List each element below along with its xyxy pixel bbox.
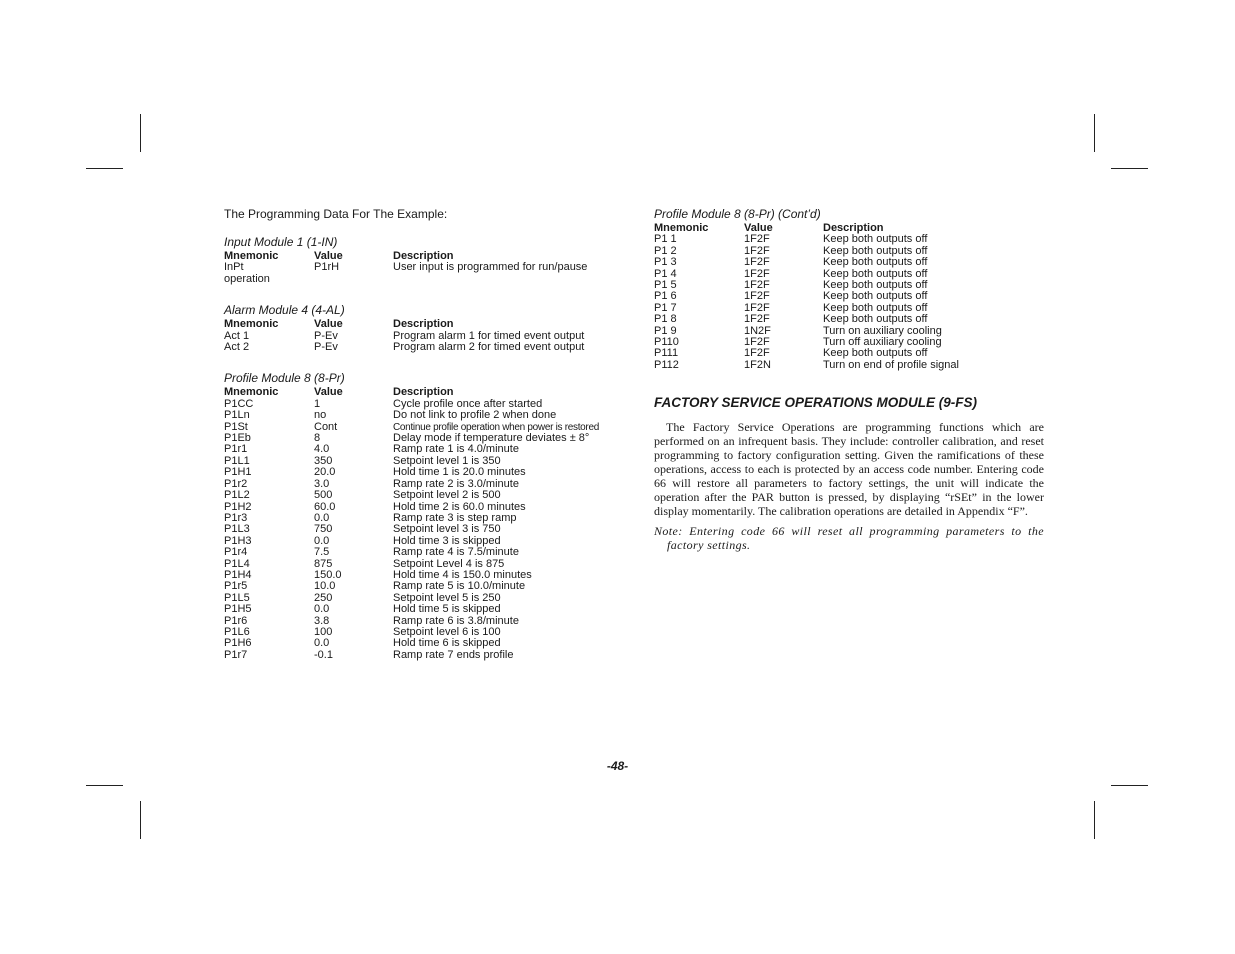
- mnemonic-cell: P1 7: [654, 301, 677, 314]
- description-cell: Setpoint level 3 is 750: [393, 523, 501, 536]
- mnemonic-cell: P1 2: [654, 244, 677, 257]
- value-cell: 0.0: [314, 637, 330, 650]
- value-cell: 500: [314, 489, 333, 502]
- value-cell: 20.0: [314, 466, 336, 479]
- description-cell: Continue profile operation when power is restored: [393, 421, 599, 433]
- mnemonic-cell: P1H1: [224, 466, 252, 479]
- mnemonic-cell: P1L6: [224, 625, 250, 638]
- table-row: [224, 604, 624, 615]
- header-mnemonic: Mnemonic: [654, 222, 709, 234]
- mnemonic-cell: P1 3: [654, 256, 677, 269]
- input-module-table: [224, 251, 624, 285]
- crop-mark: [86, 168, 123, 169]
- crop-mark: [1111, 168, 1148, 169]
- mnemonic-cell: P1Eb: [224, 432, 251, 445]
- mnemonic-cell: P1L3: [224, 523, 250, 536]
- mnemonic-cell: P112: [654, 358, 679, 371]
- description-cell: Setpoint level 1 is 350: [393, 454, 501, 467]
- value-cell: 875: [314, 557, 333, 570]
- value-cell: 100: [314, 625, 333, 638]
- value-cell: 0.0: [314, 534, 330, 547]
- value-cell: 3.0: [314, 477, 330, 490]
- profile-module-title: Profile Module 8 (8-Pr): [224, 371, 345, 386]
- description-cell: Hold time 3 is skipped: [393, 534, 501, 547]
- description-cell: Do not link to profile 2 when done: [393, 409, 557, 422]
- mnemonic-cell: P1L1: [224, 454, 250, 467]
- profile-module-table: [224, 387, 624, 661]
- right-column: [654, 207, 1044, 552]
- table-row: [654, 314, 1044, 325]
- description-cell: Program alarm 2 for timed event output: [393, 341, 585, 354]
- value-cell: 1F2F: [744, 290, 770, 303]
- mnemonic-cell: P110: [654, 336, 679, 349]
- mnemonic-cell: P1CC: [224, 397, 254, 410]
- input-rows: [224, 262, 624, 273]
- table-row: [224, 547, 624, 558]
- mnemonic-cell: P1r3: [224, 511, 248, 524]
- value-cell: 0.0: [314, 511, 330, 524]
- description-cell: Delay mode if temperature deviates ± 8°: [393, 432, 590, 445]
- page-number: -48-: [606, 759, 629, 773]
- mnemonic-cell: P111: [654, 347, 679, 360]
- mnemonic-cell: Act 1: [224, 329, 250, 342]
- description-cell: Turn off auxiliary cooling: [823, 336, 942, 349]
- table-row: [224, 342, 624, 353]
- mnemonic-cell: InPt: [224, 261, 244, 274]
- mnemonic-cell: P1r4: [224, 546, 248, 559]
- mnemonic-cell: P1H3: [224, 534, 252, 547]
- value-cell: 150.0: [314, 568, 342, 581]
- crop-mark: [140, 114, 141, 152]
- description-cell: Keep both outputs off: [823, 301, 928, 314]
- header-mnemonic: Mnemonic: [224, 318, 279, 331]
- mnemonic-cell: P1H6: [224, 637, 252, 650]
- description-cell: User input is programmed for run/pause: [393, 261, 588, 274]
- crop-mark: [1111, 785, 1148, 786]
- table-row: [224, 650, 624, 661]
- profile-cont-rows: [654, 234, 1044, 371]
- value-cell: 1F2F: [744, 256, 770, 269]
- header-description: Description: [823, 222, 884, 234]
- description-cell: Ramp rate 2 is 3.0/minute: [393, 477, 519, 490]
- mnemonic-cell: P1H2: [224, 500, 252, 513]
- value-cell: -0.1: [314, 648, 333, 661]
- value-cell: 1F2F: [744, 244, 770, 257]
- description-cell: Hold time 4 is 150.0 minutes: [393, 568, 532, 581]
- description-cell: Ramp rate 5 is 10.0/minute: [393, 580, 526, 593]
- description-cell: Turn on auxiliary cooling: [823, 324, 942, 337]
- factory-note: Note: Entering code 66 will reset all programming parameters to the factory settings.: [654, 524, 1044, 553]
- description-cell: Keep both outputs off: [823, 233, 928, 246]
- value-cell: 250: [314, 591, 333, 604]
- header-value: Value: [314, 318, 343, 331]
- description-cell: Setpoint level 5 is 250: [393, 591, 501, 604]
- value-cell: 1F2F: [744, 233, 770, 246]
- value-cell: 1F2F: [744, 347, 770, 360]
- left-column: [224, 207, 624, 679]
- description-cell: Keep both outputs off: [823, 244, 928, 257]
- table-row: [224, 410, 624, 421]
- value-cell: no: [314, 409, 327, 422]
- table-row: [224, 467, 624, 478]
- intro-text: The Programming Data For The Example:: [224, 207, 448, 221]
- mnemonic-cell: P1L5: [224, 591, 250, 604]
- alarm-module-table: [224, 319, 624, 353]
- value-cell: 10.0: [314, 580, 336, 593]
- value-cell: 60.0: [314, 500, 336, 513]
- crop-mark: [86, 785, 123, 786]
- header-value: Value: [744, 222, 773, 234]
- mnemonic-cell: P1r1: [224, 443, 248, 456]
- mnemonic-cell: P1Ln: [224, 409, 250, 422]
- header-description: Description: [393, 386, 454, 399]
- description-cell: Hold time 2 is 60.0 minutes: [393, 500, 526, 513]
- value-cell: 7.5: [314, 546, 330, 559]
- description-cell: Ramp rate 6 is 3.8/minute: [393, 614, 519, 627]
- description-cell: Cycle profile once after started: [393, 397, 543, 410]
- header-mnemonic: Mnemonic: [224, 386, 279, 399]
- input-module-title: Input Module 1 (1-IN): [224, 235, 338, 249]
- value-cell: 1F2F: [744, 313, 770, 326]
- description-cell: Hold time 5 is skipped: [393, 603, 501, 616]
- value-cell: 1F2F: [744, 279, 770, 292]
- value-cell: Cont: [314, 420, 338, 433]
- description-cell: Keep both outputs off: [823, 256, 928, 269]
- mnemonic-cell: P1H5: [224, 603, 252, 616]
- crop-mark: [1094, 114, 1095, 152]
- value-cell: 1F2F: [744, 267, 770, 280]
- value-cell: 4.0: [314, 443, 330, 456]
- description-cell: Hold time 6 is skipped: [393, 637, 501, 650]
- table-row: [224, 490, 624, 501]
- description-cell: Ramp rate 7 ends profile: [393, 648, 514, 661]
- mnemonic-cell: P1 9: [654, 324, 677, 337]
- mnemonic-cell: P1 8: [654, 313, 677, 326]
- mnemonic-cell: P1 5: [654, 279, 677, 292]
- description-cell: Turn on end of profile signal: [823, 358, 959, 371]
- mnemonic-cell: P1 6: [654, 290, 677, 303]
- mnemonic-cell: P1r2: [224, 477, 248, 490]
- crop-mark: [1094, 801, 1095, 839]
- factory-paragraph: The Factory Service Operations are programming functions which are performed on an infrequent basis. They include: controller calibration, and reset programming to factory configuration setting. Given the ramifications of these operations, access to each is protected by an access code number. Entering code 66 will restore all parameters to factory settings, the unit will indicate the operation after the PAR button is pressed, by displaying “rSEt” in the lower display momentarily. The calibration operations are detailed in Appendix “F”.: [654, 420, 1044, 519]
- description-cell: Setpoint Level 4 is 875: [393, 557, 505, 570]
- value-cell: 8: [314, 432, 321, 445]
- value-cell: 1N2F: [744, 324, 771, 337]
- header-description: Description: [393, 318, 454, 331]
- description-cell: Keep both outputs off: [823, 290, 928, 303]
- value-cell: 750: [314, 523, 333, 536]
- value-cell: 1: [314, 397, 321, 410]
- description-cell: Keep both outputs off: [823, 279, 928, 292]
- description-cell: Setpoint level 6 is 100: [393, 625, 501, 638]
- mnemonic-cell: P1r7: [224, 648, 248, 661]
- mnemonic-cell: P1 4: [654, 267, 677, 280]
- table-row: [654, 360, 1044, 371]
- header-description: Description: [393, 250, 454, 262]
- mnemonic-cell: P1r6: [224, 614, 248, 627]
- mnemonic-cell: P1H4: [224, 568, 252, 581]
- description-cell: Ramp rate 3 is step ramp: [393, 511, 517, 524]
- table-row: [654, 257, 1044, 268]
- value-cell: 1F2F: [744, 301, 770, 314]
- profile-rows: [224, 399, 624, 661]
- value-cell: P-Ev: [314, 341, 338, 354]
- mnemonic-cell: P1r5: [224, 580, 248, 593]
- description-cell: Ramp rate 1 is 4.0/minute: [393, 443, 519, 456]
- mnemonic-cell: Act 2: [224, 341, 250, 354]
- value-cell: 0.0: [314, 603, 330, 616]
- mnemonic-cell: P1St: [224, 420, 248, 433]
- crop-mark: [140, 801, 141, 839]
- value-cell: 350: [314, 454, 333, 467]
- header-mnemonic: Mnemonic: [224, 250, 279, 262]
- description-cell: Program alarm 1 for timed event output: [393, 329, 585, 342]
- header-value: Value: [314, 386, 343, 399]
- alarm-module-title: Alarm Module 4 (4-AL): [224, 303, 345, 318]
- profile-cont-table: [654, 223, 1044, 371]
- description-cell: Ramp rate 4 is 7.5/minute: [393, 546, 519, 559]
- description-cell: Keep both outputs off: [823, 267, 928, 280]
- value-cell: P-Ev: [314, 329, 338, 342]
- profile-cont-title: Profile Module 8 (8-Pr) (Cont’d): [654, 207, 821, 221]
- factory-section-title: FACTORY SERVICE OPERATIONS MODULE (9-FS): [654, 395, 978, 411]
- mnemonic-cell: P1L2: [224, 489, 250, 502]
- value-cell: P1rH: [314, 261, 340, 274]
- description-cell: Keep both outputs off: [823, 347, 928, 360]
- header-value: Value: [314, 250, 343, 262]
- description-cell: Hold time 1 is 20.0 minutes: [393, 466, 526, 479]
- description-cell: Setpoint level 2 is 500: [393, 489, 501, 502]
- value-cell: 1F2N: [744, 358, 771, 371]
- input-continuation: operation: [224, 272, 270, 285]
- description-cell: Keep both outputs off: [823, 313, 928, 326]
- table-header: [224, 319, 624, 330]
- table-row: [224, 524, 624, 535]
- mnemonic-cell: P1 1: [654, 233, 677, 246]
- value-cell: 3.8: [314, 614, 330, 627]
- table-row: [224, 262, 624, 273]
- value-cell: 1F2F: [744, 336, 770, 349]
- alarm-rows: [224, 331, 624, 354]
- mnemonic-cell: P1L4: [224, 557, 250, 570]
